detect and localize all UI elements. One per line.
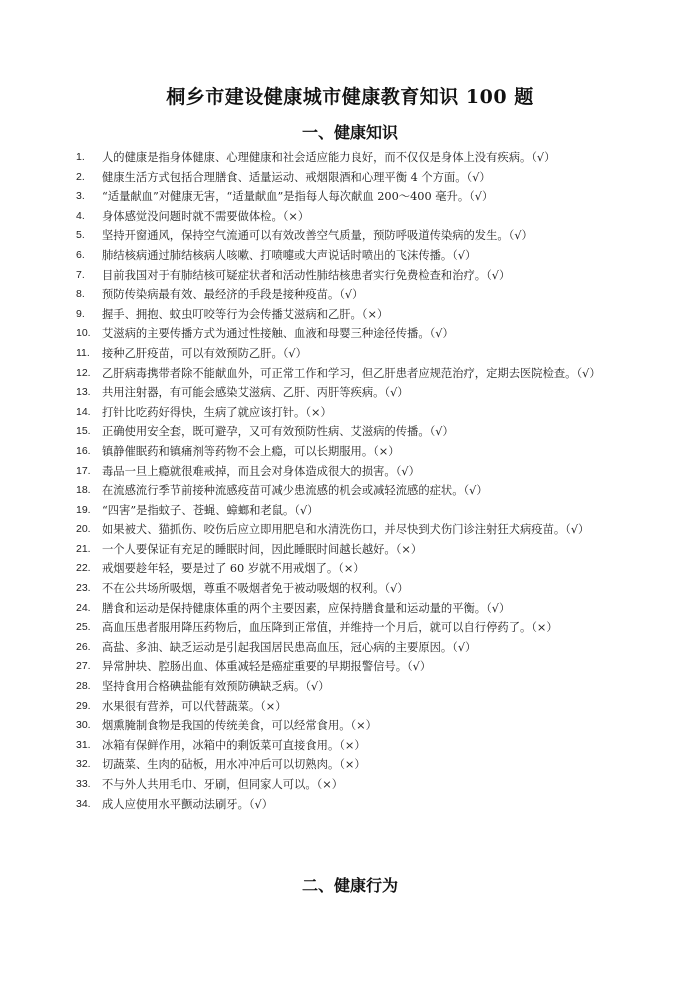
item-text: “四害”是指蚊子、苍蝇、蟑螂和老鼠。（√） — [102, 503, 319, 517]
list-item — [76, 579, 636, 599]
list-item — [76, 697, 636, 717]
item-text: 共用注射器，有可能会感染艾滋病、乙肝、丙肝等疾病。（√） — [102, 386, 409, 400]
item-number: 29. — [76, 699, 91, 712]
item-text: 一个人要保证有充足的睡眠时间，因此睡眠时间越长越好。（×） — [102, 542, 423, 556]
item-text: 坚持开窗通风，保持空气流通可以有效改善空气质量，预防呼吸道传染病的发生。（√） — [102, 229, 533, 243]
item-text: 异常肿块、腔肠出血、体重减轻是癌症重要的早期报警信号。（√） — [102, 660, 432, 674]
item-number: 22. — [76, 562, 91, 575]
item-number: 5. — [76, 229, 85, 242]
item-text: 膳食和运动是保持健康体重的两个主要因素，应保持膳食量和运动量的平衡。（√） — [102, 601, 511, 615]
item-text: 健康生活方式包括合理膳食、适量运动、戒烟限酒和心理平衡 4 个方面。（√） — [102, 170, 491, 184]
list-item — [76, 207, 636, 227]
list-item — [76, 364, 636, 384]
item-number: 7. — [76, 268, 85, 281]
item-number: 32. — [76, 758, 91, 771]
item-text: 肺结核病通过肺结核病人咳嗽、打喷嚏或大声说话时喷出的飞沫传播。（√） — [102, 248, 477, 262]
item-number: 4. — [76, 209, 85, 222]
list-item — [76, 422, 636, 442]
item-text: 正确使用安全套，既可避孕，又可有效预防性病、艾滋病的传播。（√） — [102, 425, 454, 439]
item-text: “适量献血”对健康无害，“适量献血”是指每人每次献血 200～400 毫升。（√） — [102, 190, 494, 204]
item-text: 人的健康是指身体健康、心理健康和社会适应能力良好，而不仅仅是身体上没有疾病。（√） — [102, 151, 556, 164]
item-text: 烟熏腌制食物是我国的传统美食，可以经常食用。（×） — [102, 719, 377, 733]
item-number: 28. — [76, 680, 91, 693]
item-number: 20. — [76, 523, 91, 536]
list-item — [76, 383, 636, 403]
list-item — [76, 148, 636, 168]
item-number: 6. — [76, 248, 85, 261]
item-number: 3. — [76, 190, 85, 203]
list-item — [76, 736, 636, 756]
item-number: 25. — [76, 621, 91, 634]
question-list — [76, 148, 636, 814]
item-text: 打针比吃药好得快，生病了就应该打针。（×） — [102, 405, 332, 419]
item-text: 不与外人共用毛巾、牙刷，但同家人可以。（×） — [102, 778, 344, 791]
item-number: 13. — [76, 386, 91, 399]
item-number: 9. — [76, 307, 85, 320]
item-number: 34. — [76, 797, 91, 810]
list-item — [76, 657, 636, 677]
list-item — [76, 677, 636, 697]
item-number: 11. — [76, 346, 90, 359]
item-text: 艾滋病的主要传播方式为通过性接触、血液和母婴三种途径传播。（√） — [102, 327, 454, 341]
item-number: 18. — [76, 484, 91, 497]
list-item — [76, 559, 636, 579]
list-item — [76, 618, 636, 638]
list-item — [76, 305, 636, 325]
list-item — [76, 599, 636, 619]
section-heading-health-behavior: 二、健康行为 — [301, 876, 398, 895]
item-number: 24. — [76, 601, 91, 614]
item-number: 26. — [76, 640, 91, 653]
list-item — [76, 755, 636, 775]
item-text: 如果被犬、猫抓伤、咬伤后应立即用肥皂和水清洗伤口，并尽快到犬伤门诊注射狂犬病疫苗。（√） — [102, 523, 590, 537]
list-item — [76, 226, 636, 246]
list-item — [76, 775, 636, 795]
item-text: 高血压患者服用降压药物后，血压降到正常值，并维持一个月后，就可以自行停药了。（×） — [102, 621, 558, 635]
section-heading-health-knowledge: 一、健康知识 — [301, 123, 398, 142]
item-number: 19. — [76, 503, 91, 516]
item-number: 33. — [76, 778, 91, 790]
list-item — [76, 168, 636, 188]
item-text: 切蔬菜、生肉的砧板，用水冲冲后可以切熟肉。（×） — [102, 758, 366, 772]
item-text: 戒烟要趁年轻，要是过了 60 岁就不用戒烟了。（×） — [102, 562, 365, 576]
list-item — [76, 795, 636, 815]
item-number: 16. — [76, 444, 91, 457]
item-number: 1. — [76, 151, 85, 163]
list-item — [76, 187, 636, 207]
list-item — [76, 501, 636, 521]
item-text: 握手、拥抱、蚊虫叮咬等行为会传播艾滋病和乙肝。（×） — [102, 307, 389, 321]
item-number: 31. — [76, 738, 91, 751]
item-text: 水果很有营养，可以代替蔬菜。（×） — [102, 699, 287, 713]
item-text: 接种乙肝疫苗，可以有效预防乙肝。（√） — [102, 346, 307, 360]
list-item — [76, 246, 636, 266]
list-item — [76, 324, 636, 344]
item-text: 成人应使用水平颤动法刷牙。（√） — [102, 797, 274, 811]
item-text: 高盐、多油、缺乏运动是引起我国居民患高血压，冠心病的主要原因。（√） — [102, 640, 477, 654]
list-item — [76, 285, 636, 305]
list-item — [76, 520, 636, 540]
item-number: 15. — [76, 425, 91, 438]
item-number: 21. — [76, 542, 91, 555]
item-number: 12. — [76, 366, 91, 379]
list-item — [76, 442, 636, 462]
list-item — [76, 462, 636, 482]
item-text: 冰箱有保鲜作用，冰箱中的剩饭菜可直接食用。（×） — [102, 738, 366, 752]
item-number: 10. — [76, 327, 91, 340]
item-number: 14. — [76, 405, 91, 418]
item-text: 预防传染病最有效、最经济的手段是接种疫苗。（√） — [102, 288, 364, 302]
item-text: 坚持食用合格碘盐能有效预防碘缺乏病。（√） — [102, 680, 330, 694]
item-number: 27. — [76, 660, 91, 673]
item-text: 身体感觉没问题时就不需要做体检。（×） — [102, 209, 310, 223]
list-item — [76, 344, 636, 364]
list-item — [76, 266, 636, 286]
list-item — [76, 638, 636, 658]
item-number: 30. — [76, 719, 91, 732]
item-text: 不在公共场所吸烟，尊重不吸烟者免于被动吸烟的权利。（√） — [102, 582, 409, 596]
item-number: 8. — [76, 288, 85, 301]
list-item — [76, 540, 636, 560]
item-text: 目前我国对于有肺结核可疑症状者和活动性肺结核患者实行免费检查和治疗。（√） — [102, 268, 511, 282]
item-number: 23. — [76, 582, 91, 595]
list-item — [76, 403, 636, 423]
item-number: 2. — [76, 170, 85, 183]
item-number: 17. — [76, 464, 91, 477]
list-item — [76, 481, 636, 501]
item-text: 乙肝病毒携带者除不能献血外，可正常工作和学习，但乙肝患者应规范治疗，定期去医院检查。（√） — [102, 366, 601, 380]
document-title: 桐乡市建设健康城市健康教育知识 100 题 — [166, 86, 534, 108]
item-text: 在流感流行季节前接种流感疫苗可减少患流感的机会或减轻流感的症状。（√） — [102, 484, 488, 498]
list-item — [76, 716, 636, 736]
item-text: 毒品一旦上瘾就很难戒掉，而且会对身体造成很大的损害。（√） — [102, 464, 420, 478]
item-text: 镇静催眠药和镇痛剂等药物不会上瘾，可以长期服用。（×） — [102, 444, 400, 458]
